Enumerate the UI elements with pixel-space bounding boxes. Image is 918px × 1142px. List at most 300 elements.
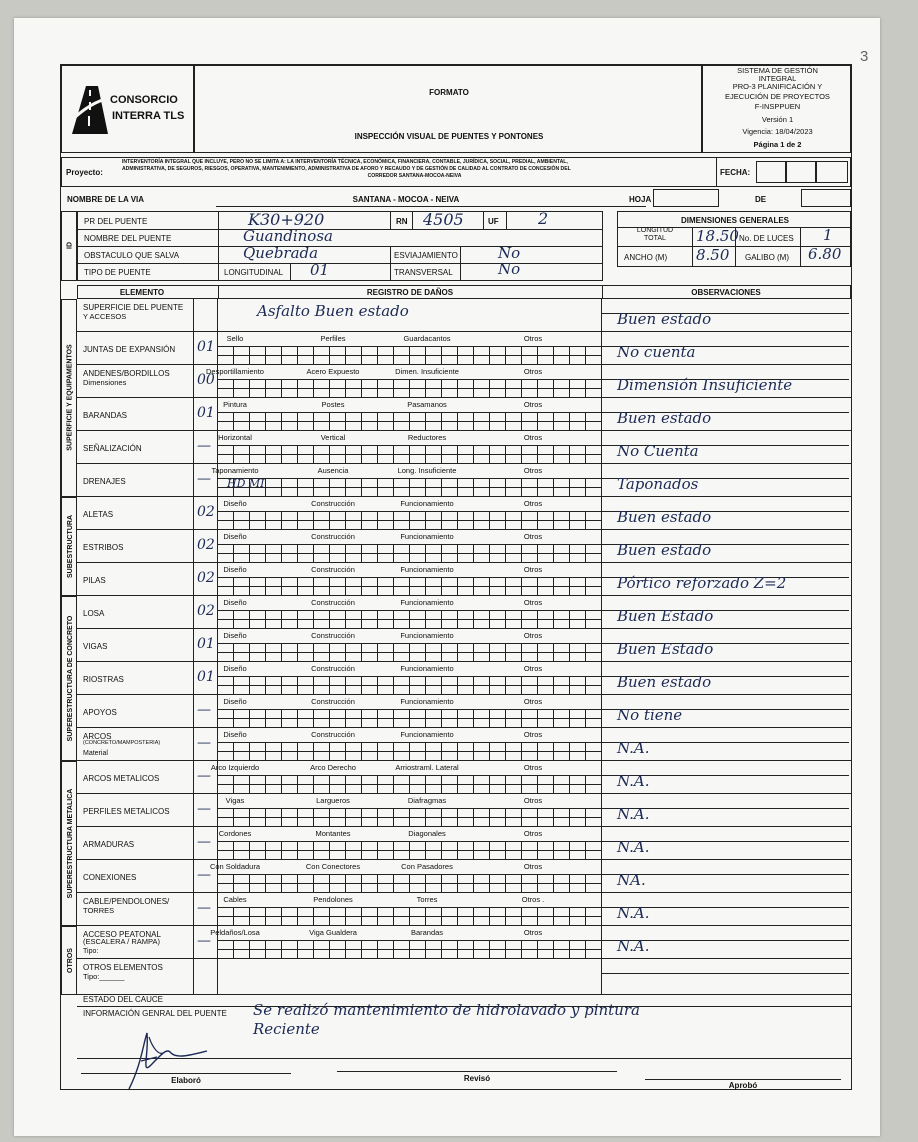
damage-checkbox[interactable] [329,577,330,596]
damage-checkbox[interactable] [217,445,218,464]
damage-checkbox[interactable] [537,775,538,794]
damage-checkbox[interactable] [537,577,538,596]
damage-checkbox[interactable] [409,478,410,497]
damage-checkbox[interactable] [489,940,490,959]
damage-checkbox[interactable] [345,346,346,365]
damage-checkbox[interactable] [569,643,570,662]
damage-checkbox[interactable] [313,841,314,860]
damage-checkbox[interactable] [249,676,250,695]
damage-checkbox[interactable] [313,346,314,365]
damage-checkbox[interactable] [457,412,458,431]
damage-checkbox[interactable] [393,445,394,464]
damage-checkbox[interactable] [393,709,394,728]
damage-checkbox[interactable] [505,610,506,629]
damage-checkbox[interactable] [457,511,458,530]
damage-checkbox[interactable] [265,907,266,926]
damage-checkbox[interactable] [457,742,458,761]
damage-checkbox[interactable] [329,775,330,794]
row-quantity[interactable]: 01 [197,405,215,421]
damage-checkbox[interactable] [489,676,490,695]
damage-checkbox[interactable] [329,379,330,398]
damage-checkbox[interactable] [569,709,570,728]
damage-checkbox[interactable] [297,577,298,596]
damage-checkbox[interactable] [441,643,442,662]
damage-checkbox[interactable] [377,841,378,860]
damage-checkbox[interactable] [377,412,378,431]
row-quantity[interactable]: — [197,471,211,487]
damage-checkbox[interactable] [393,940,394,959]
damage-checkbox[interactable] [537,676,538,695]
damage-checkbox[interactable] [489,808,490,827]
fecha-year-box[interactable] [816,161,848,183]
damage-checkbox[interactable] [473,874,474,893]
row-observation[interactable]: N.A. [617,937,650,955]
damage-checkbox[interactable] [505,709,506,728]
damage-checkbox[interactable] [521,577,522,596]
damage-checkbox[interactable] [297,907,298,926]
damage-checkbox[interactable] [585,577,586,596]
damage-checkbox[interactable] [585,841,586,860]
damage-checkbox[interactable] [377,775,378,794]
damage-checkbox[interactable] [521,544,522,563]
damage-checkbox[interactable] [505,445,506,464]
damage-checkbox[interactable] [537,742,538,761]
row-observation[interactable]: N.A. [617,904,650,922]
damage-checkbox[interactable] [249,577,250,596]
damage-checkbox[interactable] [265,577,266,596]
damage-checkbox[interactable] [281,742,282,761]
damage-checkbox[interactable] [441,940,442,959]
damage-checkbox[interactable] [297,676,298,695]
damage-checkbox[interactable] [489,874,490,893]
length-value[interactable]: 18.50 [696,227,739,245]
damage-checkbox[interactable] [441,874,442,893]
damage-checkbox[interactable] [489,610,490,629]
damage-checkbox[interactable] [329,808,330,827]
damage-checkbox[interactable] [441,742,442,761]
damage-checkbox[interactable] [329,742,330,761]
damage-checkbox[interactable] [569,511,570,530]
damage-checkbox[interactable] [457,874,458,893]
damage-checkbox[interactable] [473,379,474,398]
damage-checkbox[interactable] [265,775,266,794]
row-observation[interactable]: NA. [617,871,646,889]
damage-checkbox[interactable] [233,742,234,761]
row-observation[interactable]: N.A. [617,805,650,823]
damage-checkbox[interactable] [457,676,458,695]
damage-checkbox[interactable] [377,478,378,497]
damage-checkbox[interactable] [569,874,570,893]
damage-checkbox[interactable] [553,907,554,926]
damage-checkbox[interactable] [281,511,282,530]
damage-checkbox[interactable] [329,841,330,860]
damage-checkbox[interactable] [505,907,506,926]
damage-checkbox[interactable] [553,610,554,629]
damage-checkbox[interactable] [489,709,490,728]
row-quantity[interactable]: — [197,834,211,850]
damage-checkbox[interactable] [505,874,506,893]
damage-checkbox[interactable] [249,346,250,365]
damage-checkbox[interactable] [393,412,394,431]
damage-checkbox[interactable] [505,808,506,827]
damage-checkbox[interactable] [409,841,410,860]
damage-checkbox[interactable] [473,412,474,431]
damage-checkbox[interactable] [377,709,378,728]
damage-checkbox[interactable] [329,907,330,926]
damage-checkbox[interactable] [553,577,554,596]
damage-checkbox[interactable] [585,940,586,959]
damage-checkbox[interactable] [377,445,378,464]
damage-checkbox[interactable] [553,709,554,728]
damage-checkbox[interactable] [249,808,250,827]
damage-checkbox[interactable] [233,841,234,860]
damage-checkbox[interactable] [265,841,266,860]
damage-checkbox[interactable] [521,379,522,398]
damage-checkbox[interactable] [409,742,410,761]
damage-checkbox[interactable] [441,412,442,431]
damage-checkbox[interactable] [409,676,410,695]
damage-checkbox[interactable] [441,808,442,827]
damage-checkbox[interactable] [345,478,346,497]
damage-checkbox[interactable] [233,907,234,926]
damage-checkbox[interactable] [585,742,586,761]
uf-value[interactable]: 2 [538,209,549,228]
damage-checkbox[interactable] [425,445,426,464]
damage-checkbox[interactable] [409,346,410,365]
damage-checkbox[interactable] [425,643,426,662]
damage-checkbox[interactable] [505,940,506,959]
damage-checkbox[interactable] [441,841,442,860]
damage-checkbox[interactable] [457,775,458,794]
damage-checkbox[interactable] [409,643,410,662]
damage-checkbox[interactable] [249,610,250,629]
row-observation[interactable]: No cuenta [617,343,696,361]
damage-checkbox[interactable] [585,412,586,431]
damage-checkbox[interactable] [313,676,314,695]
row-quantity[interactable]: — [197,900,211,916]
damage-checkbox[interactable] [297,841,298,860]
damage-checkbox[interactable] [537,610,538,629]
row-quantity[interactable]: 02 [197,570,215,586]
damage-checkbox[interactable] [361,511,362,530]
damage-checkbox[interactable] [217,808,218,827]
damage-checkbox[interactable] [425,676,426,695]
damage-checkbox[interactable] [297,544,298,563]
damage-checkbox[interactable] [233,808,234,827]
damage-checkbox[interactable] [281,577,282,596]
damage-checkbox[interactable] [377,907,378,926]
damage-checkbox[interactable] [265,676,266,695]
damage-checkbox[interactable] [313,544,314,563]
damage-checkbox[interactable] [585,379,586,398]
damage-checkbox[interactable] [377,808,378,827]
damage-checkbox[interactable] [569,808,570,827]
damage-checkbox[interactable] [569,379,570,398]
row-observation[interactable]: Taponados [617,475,699,493]
damage-checkbox[interactable] [345,643,346,662]
damage-checkbox[interactable] [521,841,522,860]
damage-checkbox[interactable] [281,445,282,464]
damage-checkbox[interactable] [377,940,378,959]
damage-checkbox[interactable] [409,874,410,893]
damage-checkbox[interactable] [409,808,410,827]
damage-checkbox[interactable] [489,907,490,926]
damage-checkbox[interactable] [457,940,458,959]
damage-checkbox[interactable] [409,511,410,530]
damage-checkbox[interactable] [377,577,378,596]
damage-checkbox[interactable] [217,676,218,695]
damage-checkbox[interactable] [265,511,266,530]
damage-checkbox[interactable] [489,742,490,761]
damage-checkbox[interactable] [457,709,458,728]
row-quantity[interactable]: 00 [197,372,215,388]
damage-checkbox[interactable] [521,907,522,926]
damage-checkbox[interactable] [409,379,410,398]
damage-checkbox[interactable] [281,379,282,398]
damage-checkbox[interactable] [505,775,506,794]
damage-checkbox[interactable] [553,379,554,398]
damage-checkbox[interactable] [233,610,234,629]
damage-checkbox[interactable] [361,643,362,662]
damage-checkbox[interactable] [377,874,378,893]
damage-checkbox[interactable] [505,544,506,563]
damage-checkbox[interactable] [233,544,234,563]
damage-checkbox[interactable] [569,841,570,860]
damage-checkbox[interactable] [569,478,570,497]
damage-checkbox[interactable] [329,709,330,728]
damage-checkbox[interactable] [377,346,378,365]
damage-checkbox[interactable] [521,709,522,728]
damage-checkbox[interactable] [585,478,586,497]
damage-checkbox[interactable] [553,940,554,959]
damage-checkbox[interactable] [457,379,458,398]
damage-checkbox[interactable] [281,907,282,926]
damage-checkbox[interactable] [345,412,346,431]
damage-checkbox[interactable] [217,577,218,596]
damage-checkbox[interactable] [265,742,266,761]
damage-checkbox[interactable] [441,346,442,365]
damage-checkbox[interactable] [217,544,218,563]
damage-checkbox[interactable] [505,511,506,530]
damage-checkbox[interactable] [313,709,314,728]
damage-checkbox[interactable] [217,940,218,959]
damage-checkbox[interactable] [361,577,362,596]
damage-checkbox[interactable] [297,445,298,464]
damage-checkbox[interactable] [329,676,330,695]
damage-checkbox[interactable] [425,874,426,893]
damage-checkbox[interactable] [585,808,586,827]
damage-checkbox[interactable] [249,445,250,464]
damage-checkbox[interactable] [233,775,234,794]
damage-checkbox[interactable] [553,808,554,827]
damage-checkbox[interactable] [409,610,410,629]
damage-checkbox[interactable] [425,379,426,398]
damage-checkbox[interactable] [345,874,346,893]
damage-checkbox[interactable] [217,742,218,761]
row-quantity[interactable]: 01 [197,636,215,652]
damage-checkbox[interactable] [585,676,586,695]
damage-checkbox[interactable] [473,808,474,827]
damage-checkbox[interactable] [217,775,218,794]
row-quantity[interactable]: 02 [197,537,215,553]
damage-checkbox[interactable] [393,841,394,860]
damage-checkbox[interactable] [425,775,426,794]
damage-checkbox[interactable] [569,577,570,596]
damage-checkbox[interactable] [345,379,346,398]
damage-checkbox[interactable] [569,544,570,563]
damage-checkbox[interactable] [489,841,490,860]
damage-checkbox[interactable] [345,577,346,596]
damage-checkbox[interactable] [345,808,346,827]
damage-checkbox[interactable] [585,511,586,530]
damage-checkbox[interactable] [473,775,474,794]
damage-checkbox[interactable] [249,643,250,662]
damage-checkbox[interactable] [569,907,570,926]
row-quantity[interactable]: 01 [197,339,215,355]
damage-checkbox[interactable] [441,709,442,728]
damage-checkbox[interactable] [265,874,266,893]
damage-checkbox[interactable] [233,940,234,959]
damage-checkbox[interactable] [329,874,330,893]
damage-checkbox[interactable] [505,412,506,431]
damage-checkbox[interactable] [521,775,522,794]
damage-checkbox[interactable] [537,511,538,530]
row-quantity[interactable]: 02 [197,504,215,520]
damage-checkbox[interactable] [297,709,298,728]
damage-checkbox[interactable] [377,610,378,629]
general-info-text[interactable]: Se realizó mantenimiento de hidrolavado y pintura [253,1001,640,1019]
damage-checkbox[interactable] [233,511,234,530]
damage-checkbox[interactable] [297,610,298,629]
damage-checkbox[interactable] [425,544,426,563]
damage-checkbox[interactable] [393,775,394,794]
damage-checkbox[interactable] [361,907,362,926]
damage-checkbox[interactable] [393,511,394,530]
damage-checkbox[interactable] [425,412,426,431]
damage-checkbox[interactable] [345,775,346,794]
damage-checkbox[interactable] [313,775,314,794]
damage-checkbox[interactable] [361,742,362,761]
damage-checkbox[interactable] [393,346,394,365]
damage-checkbox[interactable] [569,610,570,629]
damage-checkbox[interactable] [505,478,506,497]
damage-checkbox[interactable] [393,808,394,827]
damage-checkbox[interactable] [217,511,218,530]
damage-checkbox[interactable] [537,544,538,563]
damage-checkbox[interactable] [393,676,394,695]
damage-checkbox[interactable] [313,940,314,959]
damage-checkbox[interactable] [489,511,490,530]
damage-checkbox[interactable] [457,544,458,563]
damage-checkbox[interactable] [345,742,346,761]
damage-checkbox[interactable] [297,379,298,398]
damage-checkbox[interactable] [377,742,378,761]
damage-checkbox[interactable] [473,841,474,860]
damage-checkbox[interactable] [377,544,378,563]
damage-checkbox[interactable] [473,907,474,926]
pr-value[interactable]: K30+920 [248,210,325,229]
damage-checkbox[interactable] [233,676,234,695]
damage-checkbox[interactable] [249,907,250,926]
damage-checkbox[interactable] [361,379,362,398]
damage-checkbox[interactable] [281,346,282,365]
row-quantity[interactable]: — [197,933,211,949]
damage-checkbox[interactable] [425,478,426,497]
row-observation[interactable]: Buen estado [617,673,712,691]
damage-checkbox[interactable] [441,478,442,497]
damage-checkbox[interactable] [537,412,538,431]
damage-checkbox[interactable] [281,841,282,860]
fecha-day-box[interactable] [756,161,786,183]
damage-checkbox[interactable] [313,511,314,530]
row-quantity[interactable]: — [197,702,211,718]
damage-checkbox[interactable] [441,445,442,464]
damage-checkbox[interactable] [457,643,458,662]
damage-checkbox[interactable] [409,907,410,926]
damage-checkbox[interactable] [361,808,362,827]
damage-checkbox[interactable] [521,412,522,431]
damage-checkbox[interactable] [425,577,426,596]
clearance-value[interactable]: 6.80 [808,245,842,263]
damage-checkbox[interactable] [393,577,394,596]
damage-checkbox[interactable] [473,577,474,596]
damage-checkbox[interactable] [377,676,378,695]
damage-checkbox[interactable] [425,742,426,761]
transversal-value[interactable]: No [498,260,521,278]
row-observation[interactable]: N.A. [617,772,650,790]
damage-checkbox[interactable] [553,544,554,563]
damage-checkbox[interactable] [553,676,554,695]
damage-checkbox[interactable] [553,874,554,893]
damage-checkbox[interactable] [505,577,506,596]
damage-checkbox[interactable] [425,610,426,629]
row-observation[interactable]: Buen Estado [617,607,714,625]
row-quantity[interactable]: 02 [197,603,215,619]
damage-checkbox[interactable] [361,940,362,959]
damage-checkbox[interactable] [281,412,282,431]
damage-checkbox[interactable] [345,511,346,530]
damage-checkbox[interactable] [345,676,346,695]
damage-checkbox[interactable] [457,577,458,596]
damage-checkbox[interactable] [425,940,426,959]
damage-checkbox[interactable] [521,874,522,893]
damage-checkbox[interactable] [505,676,506,695]
width-value[interactable]: 8.50 [696,246,730,264]
row-quantity[interactable]: 01 [197,669,215,685]
damage-checkbox[interactable] [457,907,458,926]
damage-checkbox[interactable] [249,511,250,530]
damage-checkbox[interactable] [537,379,538,398]
damage-checkbox[interactable] [473,643,474,662]
rn-value[interactable]: 4505 [423,210,464,229]
damage-checkbox[interactable] [345,445,346,464]
damage-checkbox[interactable] [361,346,362,365]
damage-checkbox[interactable] [361,478,362,497]
damage-checkbox[interactable] [313,808,314,827]
damage-checkbox[interactable] [233,412,234,431]
damage-checkbox[interactable] [217,907,218,926]
damage-checkbox[interactable] [217,346,218,365]
damage-checkbox[interactable] [345,940,346,959]
damage-checkbox[interactable] [345,610,346,629]
damage-checkbox[interactable] [521,643,522,662]
damage-checkbox[interactable] [297,808,298,827]
damage-checkbox[interactable] [281,808,282,827]
damage-checkbox[interactable] [265,709,266,728]
row-observation[interactable]: Buen estado [617,310,712,328]
damage-checkbox[interactable] [249,379,250,398]
damage-checkbox[interactable] [329,445,330,464]
